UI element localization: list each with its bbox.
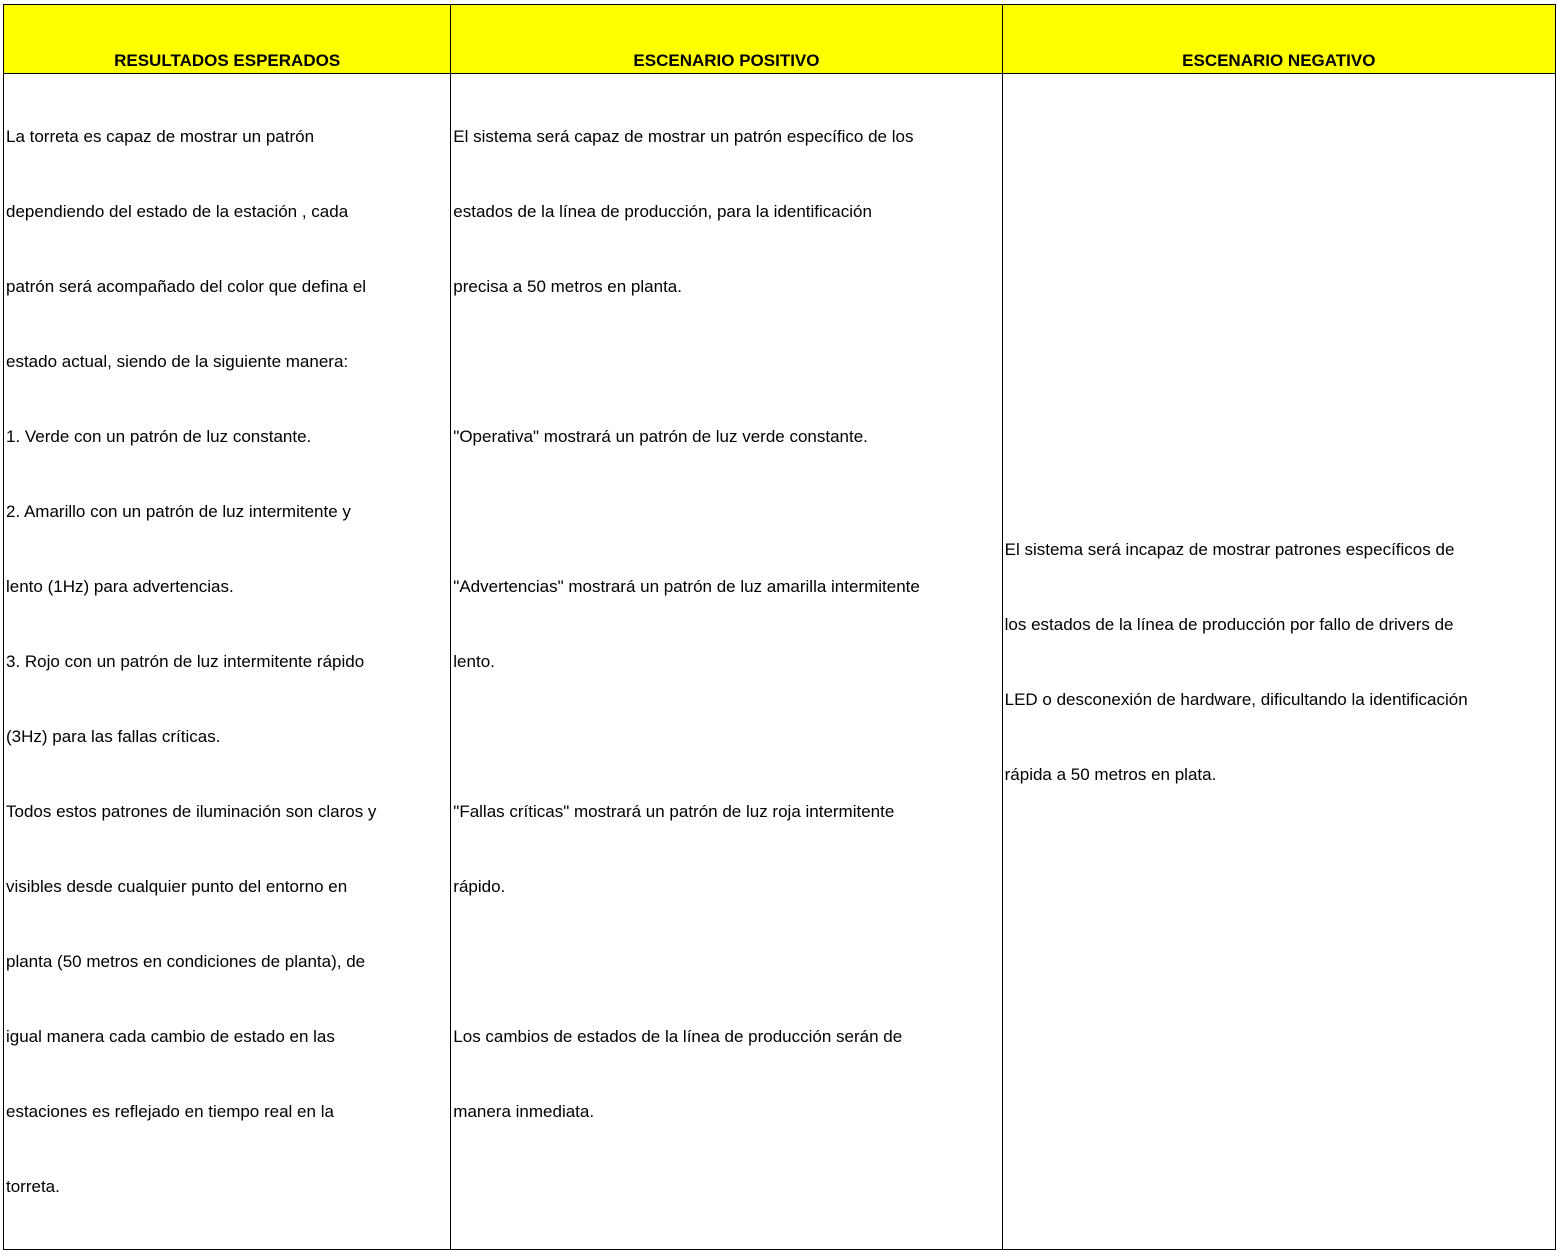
positive-line: El sistema será capaz de mostrar un patrón específico de los: [453, 127, 914, 146]
expected-line: torreta.: [6, 1177, 60, 1196]
positive-blank-line: [453, 724, 997, 749]
expected-line: lento (1Hz) para advertencias.: [6, 577, 234, 596]
positive-line: estados de la línea de producción, para la identificación: [453, 202, 872, 221]
expected-results-cell: [4, 74, 451, 1250]
positive-line: "Fallas críticas" mostrará un patrón de luz roja intermitente: [453, 802, 895, 821]
header-negative-scenario: ESCENARIO NEGATIVO: [1002, 5, 1555, 74]
expected-line: (3Hz) para las fallas críticas.: [6, 727, 221, 746]
expected-line: estado actual, siendo de la siguiente manera:: [6, 352, 349, 371]
negative-scenario-cell: [1002, 74, 1555, 1250]
expected-line: 2. Amarillo con un patrón de luz intermitente y: [6, 502, 351, 521]
positive-line: "Operativa" mostrará un patrón de luz verde constante.: [453, 427, 868, 446]
positive-line: "Advertencias" mostrará un patrón de luz amarilla intermitente: [453, 577, 920, 596]
negative-line: LED o desconexión de hardware, dificultando la identificación: [1004, 689, 1468, 709]
negative-line: los estados de la línea de producción por fallo de drivers de: [1004, 614, 1454, 634]
negative-line: rápida a 50 metros en plata.: [1004, 764, 1217, 784]
results-table: [3, 4, 1556, 1250]
positive-blank-line: [453, 499, 997, 524]
positive-line: lento.: [453, 652, 495, 671]
positive-line: precisa a 50 metros en planta.: [453, 277, 682, 296]
positive-blank-line: [453, 949, 997, 974]
positive-blank-line: [453, 349, 997, 374]
expected-line: planta (50 metros en condiciones de planta), de: [6, 952, 366, 971]
expected-line: visibles desde cualquier punto del entorno en: [6, 877, 348, 896]
expected-line: estaciones es reflejado en tiempo real en la: [6, 1102, 334, 1121]
content-row: [4, 74, 1556, 1250]
positive-scenario-cell: [451, 74, 1002, 1250]
expected-line: La torreta es capaz de mostrar un patrón: [6, 127, 315, 146]
header-row: [4, 5, 1556, 74]
expected-line: Todos estos patrones de iluminación son claros y: [6, 802, 377, 821]
header-expected-results: RESULTADOS ESPERADOS: [4, 5, 451, 74]
header-positive-scenario: ESCENARIO POSITIVO: [451, 5, 1002, 74]
expected-line: patrón será acompañado del color que defina el: [6, 277, 367, 296]
positive-line: rápido.: [453, 877, 506, 896]
expected-line: dependiendo del estado de la estación , cada: [6, 202, 349, 221]
expected-line: 3. Rojo con un patrón de luz intermitente rápido: [6, 652, 365, 671]
positive-line: Los cambios de estados de la línea de producción serán de: [453, 1027, 903, 1046]
positive-line: manera inmediata.: [453, 1102, 595, 1121]
negative-line: El sistema será incapaz de mostrar patrones específicos de: [1004, 539, 1455, 559]
expected-line: 1. Verde con un patrón de luz constante.: [6, 427, 312, 446]
expected-line: igual manera cada cambio de estado en las: [6, 1027, 335, 1046]
